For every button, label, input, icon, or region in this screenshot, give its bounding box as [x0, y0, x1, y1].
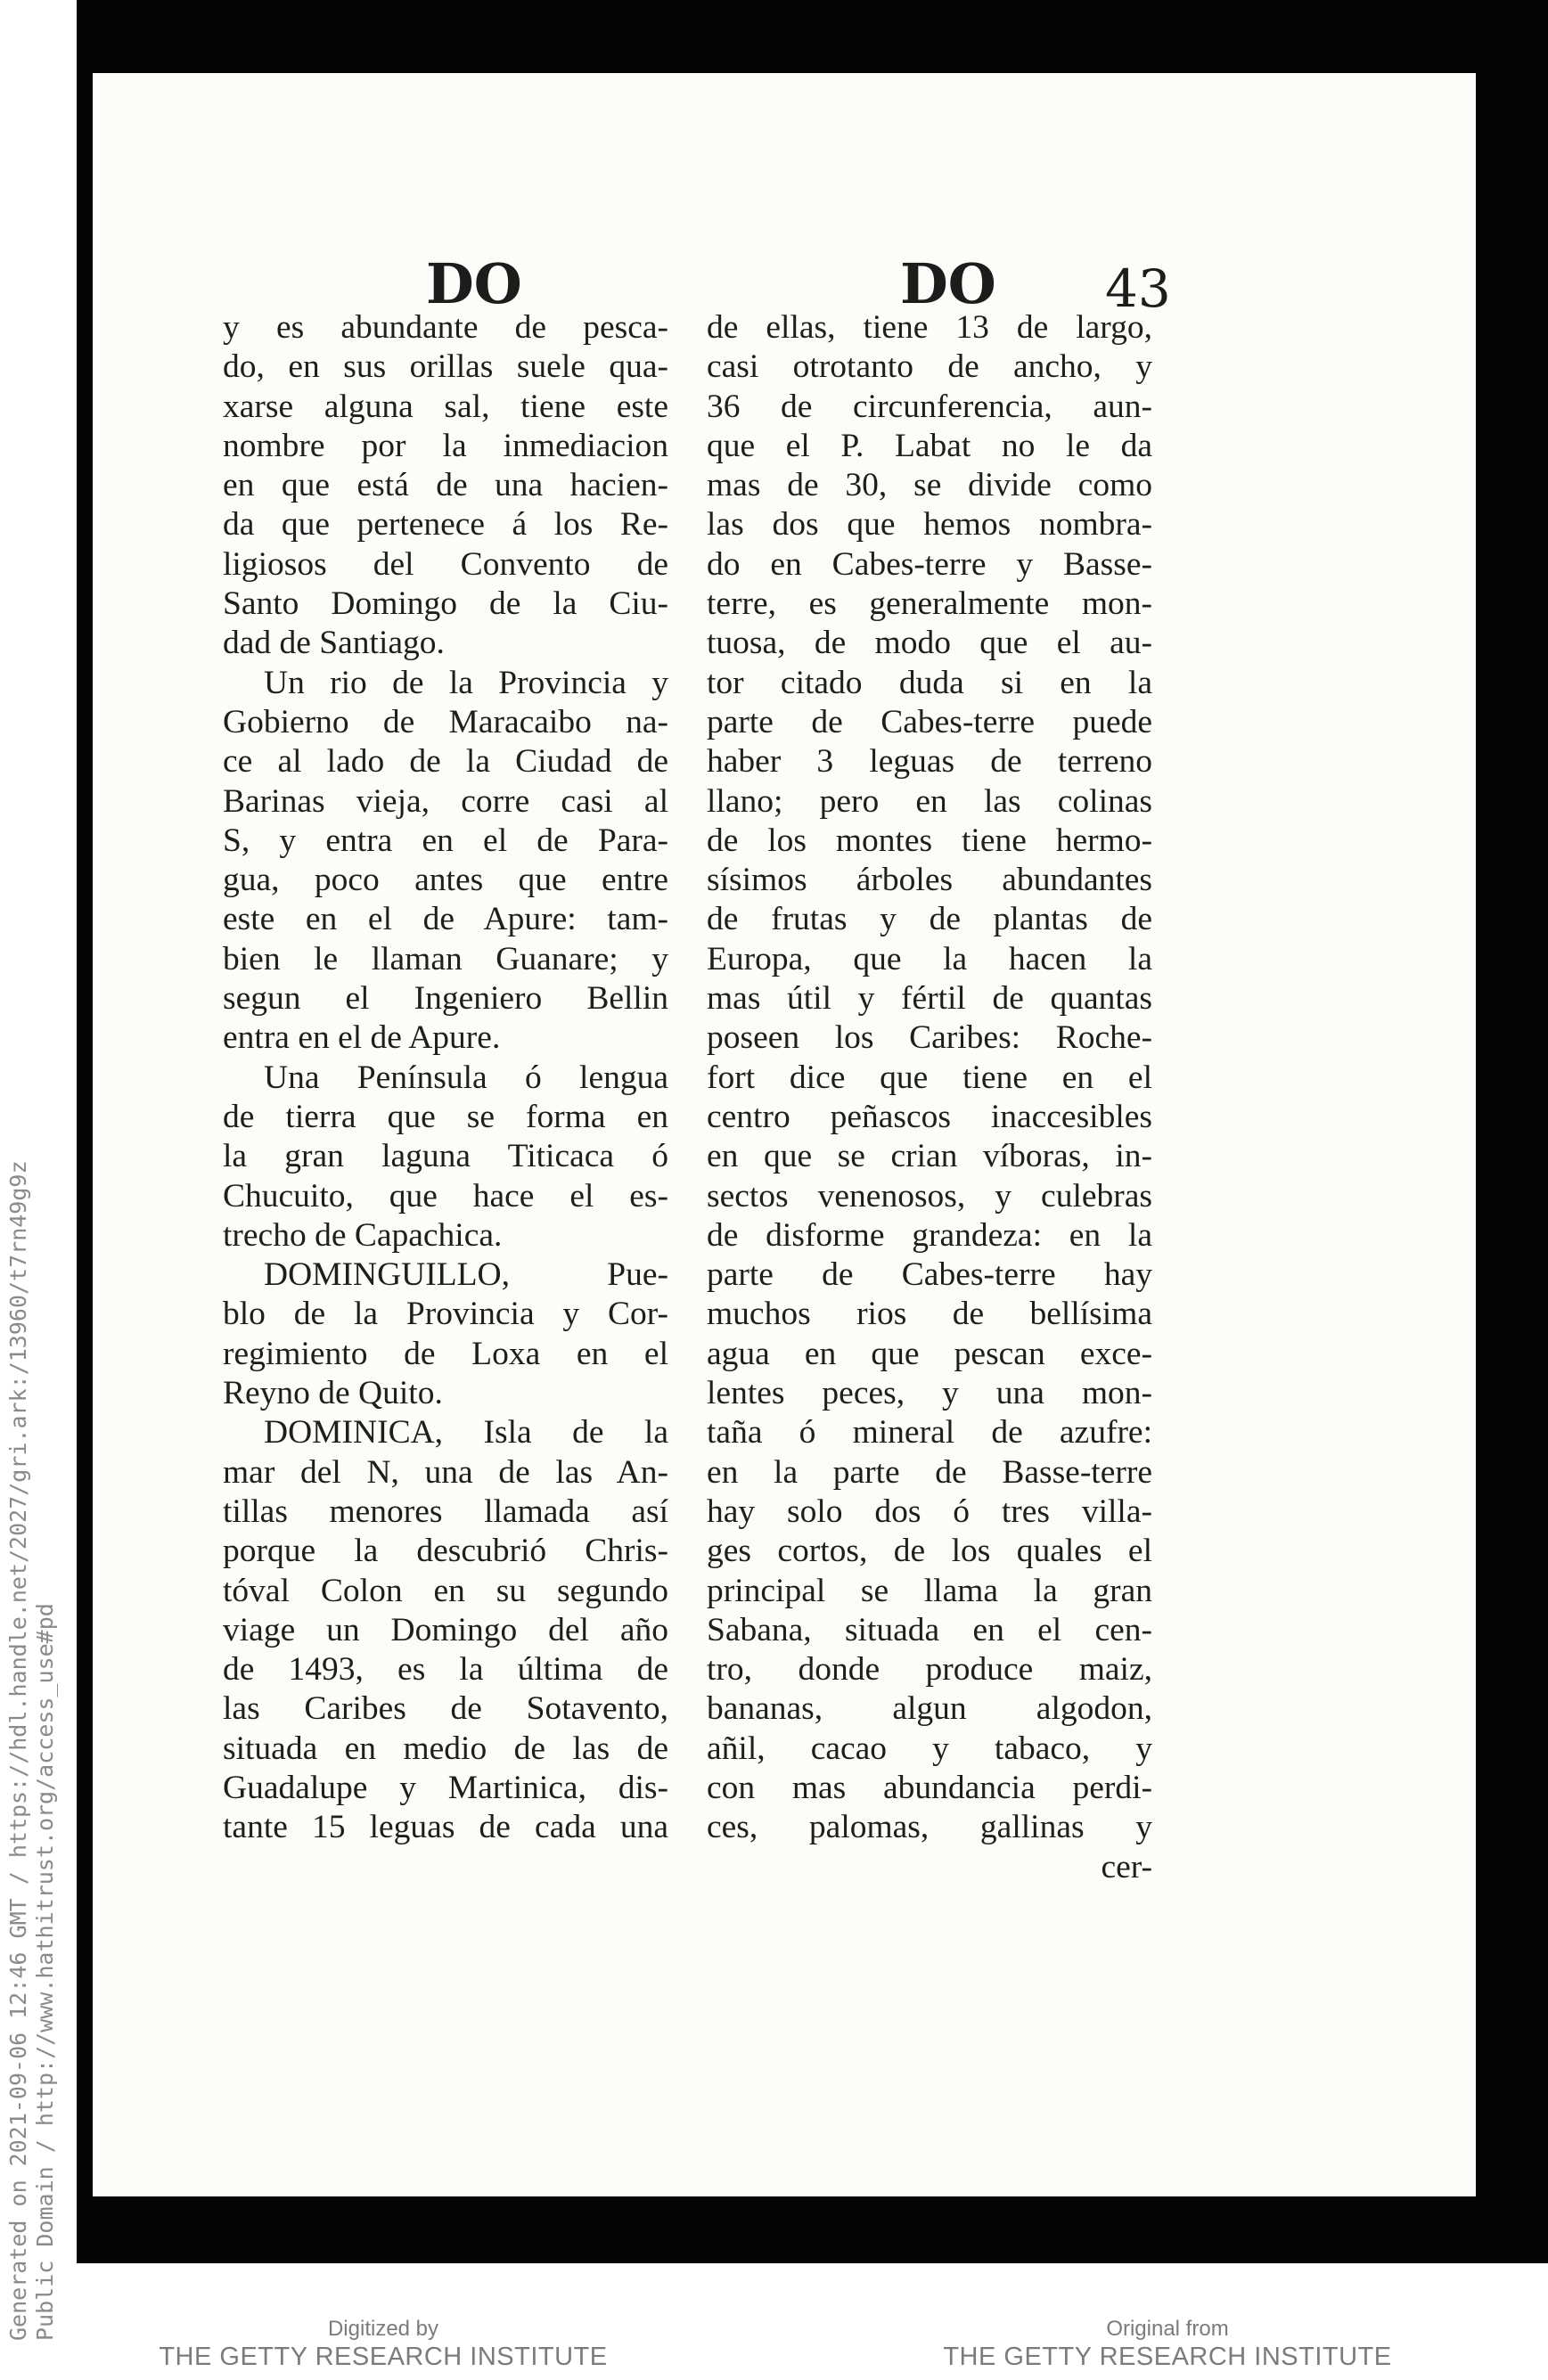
text-line: tante 15 leguas de cada una — [223, 1809, 668, 1846]
holding-institution: THE GETTY RESEARCH INSTITUTE — [943, 2343, 1392, 2371]
text-line: Santo Domingo de la Ciu- — [223, 585, 668, 623]
text-line: tillas menores llamada así — [223, 1493, 668, 1530]
text-line: en que está de una hacien- — [223, 467, 668, 504]
text-line: de los montes tiene hermo- — [707, 822, 1152, 859]
text-line: tóval Colon en su segundo — [223, 1572, 668, 1609]
text-line: mar del N, una de las An- — [223, 1453, 668, 1491]
text-line: entra en el de Apure. — [223, 1019, 501, 1057]
text-line: sísimos árboles abundantes — [707, 862, 1152, 899]
running-head-right: DO — [900, 251, 996, 316]
text-line: Guadalupe y Martinica, dis- — [223, 1769, 668, 1806]
text-line: ces, palomas, gallinas y — [707, 1809, 1152, 1846]
text-line: de disforme grandeza: en la — [707, 1216, 1152, 1254]
text-line: este en el de Apure: tam- — [223, 901, 668, 938]
text-line: do en Cabes-terre y Basse- — [707, 545, 1152, 583]
text-line: terre, es generalmente mon- — [707, 585, 1152, 623]
text-line: lentes peces, y una mon- — [707, 1375, 1152, 1412]
text-line: segun el Ingeniero Bellin — [223, 980, 668, 1018]
text-line: trecho de Capachica. — [223, 1216, 503, 1254]
text-line: centro peñascos inaccesibles — [707, 1098, 1152, 1135]
text-line: muchos rios de bellísima — [707, 1296, 1152, 1333]
text-line: gua, poco antes que entre — [223, 862, 668, 899]
text-line: llano; pero en las colinas — [707, 782, 1152, 820]
text-line: Europa, que la hacen la — [707, 940, 1152, 977]
catchword: cer- — [1101, 1848, 1152, 1885]
text-line: parte de Cabes-terre puede — [707, 703, 1152, 740]
text-line: agua en que pescan exce- — [707, 1335, 1152, 1372]
text-line: las Caribes de Sotavento, — [223, 1690, 668, 1728]
text-line: principal se llama la gran — [707, 1572, 1152, 1609]
text-line: tro, donde produce maiz, — [707, 1651, 1152, 1689]
text-line: regimiento de Loxa en el — [223, 1335, 668, 1372]
text-line: Chucuito, que hace el es- — [223, 1177, 668, 1215]
text-line: dad de Santiago. — [223, 625, 445, 662]
text-line: porque la descubrió Chris- — [223, 1533, 668, 1570]
text-line: las dos que hemos nombra- — [707, 506, 1152, 544]
text-line: que el P. Labat no le da — [707, 427, 1152, 464]
footer-original-from — [918, 2317, 1417, 2372]
text-line: y es abundante de pesca- — [223, 309, 668, 346]
text-line: taña ó mineral de azufre: — [707, 1414, 1152, 1452]
running-head-left: DO — [426, 251, 522, 316]
text-line: de tierra que se forma en — [223, 1098, 668, 1135]
text-line: la gran laguna Titicaca ó — [223, 1138, 668, 1175]
text-line: mas útil y fértil de quantas — [707, 980, 1152, 1018]
watermark-rights-line: Public Domain / http://www.hathitrust.org/access_use#pd — [32, 1603, 58, 2341]
text-line: DOMINICA, Isla de la — [264, 1414, 668, 1452]
text-line: do, en sus orillas suele qua- — [223, 348, 668, 386]
text-line: Sabana, situada en el cen- — [707, 1611, 1152, 1648]
text-line: con mas abundancia perdi- — [707, 1769, 1152, 1806]
text-line: ligiosos del Convento de — [223, 545, 668, 583]
text-line: Gobierno de Maracaibo na- — [223, 703, 668, 740]
text-line: mas de 30, se divide como — [707, 467, 1152, 504]
right-text-column — [707, 308, 1152, 1887]
digitizing-institution: THE GETTY RESEARCH INSTITUTE — [159, 2343, 608, 2371]
text-line: parte de Cabes-terre hay — [707, 1256, 1152, 1294]
text-line: bananas, algun algodon, — [707, 1690, 1152, 1728]
digitized-by-label: Digitized by — [327, 2317, 439, 2341]
text-line: fort dice que tiene en el — [707, 1059, 1152, 1096]
text-line: Reyno de Quito. — [223, 1375, 443, 1412]
text-line: añil, cacao y tabaco, y — [707, 1730, 1152, 1767]
page-number: 43 — [1105, 258, 1171, 319]
text-line: tuosa, de modo que el au- — [707, 625, 1152, 662]
text-line: ges cortos, de los quales el — [707, 1533, 1152, 1570]
text-line: 36 de circunferencia, aun- — [707, 388, 1152, 425]
text-line: ce al lado de la Ciudad de — [223, 743, 668, 781]
text-line: en que se crian víboras, in- — [707, 1138, 1152, 1175]
text-line: da que pertenece á los Re- — [223, 506, 668, 544]
text-line: sectos venenosos, y culebras — [707, 1177, 1152, 1215]
text-line: bien le llaman Guanare; y — [223, 940, 668, 977]
text-line: Barinas vieja, corre casi al — [223, 782, 668, 820]
text-line: S, y entra en el de Para- — [223, 822, 668, 859]
text-line: xarse alguna sal, tiene este — [223, 388, 668, 425]
left-text-column — [223, 308, 668, 1848]
text-line: hay solo dos ó tres villa- — [707, 1493, 1152, 1530]
text-line: situada en medio de las de — [223, 1730, 668, 1767]
text-line: tor citado duda si en la — [707, 664, 1152, 701]
text-line: de 1493, es la última de — [223, 1651, 668, 1689]
hathitrust-watermark — [0, 0, 80, 2380]
text-line: viage un Domingo del año — [223, 1611, 668, 1648]
text-line: Una Península ó lengua — [264, 1059, 668, 1096]
text-line: de ellas, tiene 13 de largo, — [707, 309, 1152, 346]
watermark-generated-line: Generated on 2021-09-06 12:46 GMT / https://hdl.handle.net/2027/gri.ark:/13960/t7rn49g9z — [5, 1160, 31, 2341]
text-line: Un rio de la Provincia y — [264, 664, 668, 701]
text-line: poseen los Caribes: Roche- — [707, 1019, 1152, 1057]
footer-digitized-by — [134, 2317, 633, 2372]
text-line: blo de la Provincia y Cor- — [223, 1296, 668, 1333]
text-line: en la parte de Basse-terre — [707, 1453, 1152, 1491]
text-line: haber 3 leguas de terreno — [707, 743, 1152, 781]
text-line: casi otrotanto de ancho, y — [707, 348, 1152, 386]
text-line: de frutas y de plantas de — [707, 901, 1152, 938]
original-from-label: Original from — [1106, 2317, 1229, 2341]
text-line: DOMINGUILLO, Pue- — [264, 1256, 668, 1294]
text-line: nombre por la inmediacion — [223, 427, 668, 464]
